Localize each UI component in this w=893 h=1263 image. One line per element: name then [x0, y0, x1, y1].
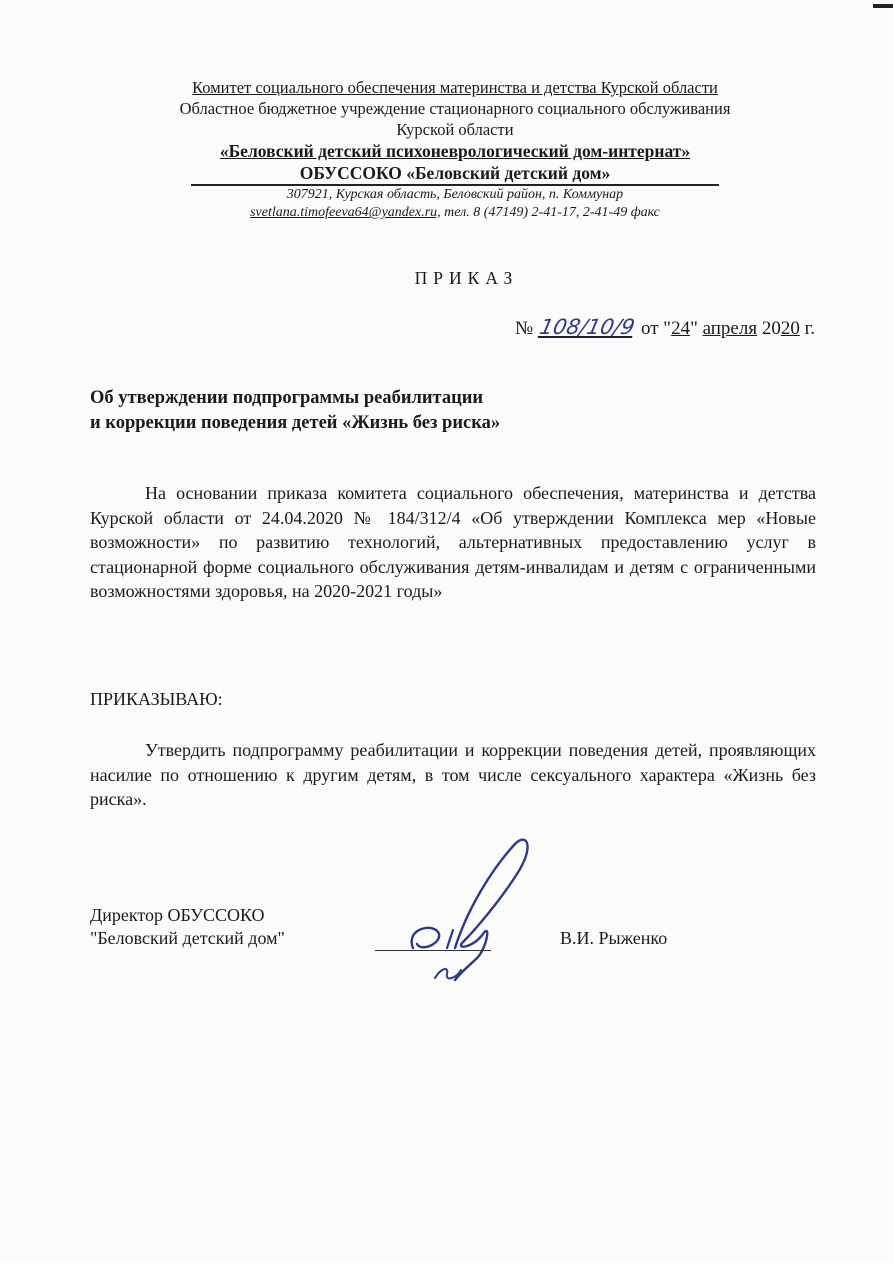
institution-full-name — [90, 140, 820, 162]
institution-full-name-text: «Беловский детский психоневрологический дом-интернат» — [219, 141, 691, 161]
subject-line-2: и коррекции поведения детей «Жизнь без риска» — [90, 413, 501, 433]
contacts-line — [90, 204, 820, 222]
scan-edge-mark — [873, 4, 893, 8]
order-year-suffix: 20 — [780, 318, 800, 339]
order-number-line — [515, 315, 815, 340]
phone-text: тел. 8 (47149) 2-41-17, 2-41-49 факс — [440, 205, 660, 220]
order-title: ПРИКАЗ — [414, 268, 519, 288]
decree-word: ПРИКАЗЫВАЮ: — [90, 689, 223, 709]
date-mid: " — [690, 318, 703, 339]
position-line-2: "Беловский детский дом" — [90, 928, 285, 948]
letterhead — [90, 77, 820, 222]
handwritten-signature — [395, 830, 545, 990]
director-name: В.И. Рыженко — [560, 928, 668, 948]
committee-line — [90, 77, 820, 98]
institution-line-1: Областное бюджетное учреждение стационарного социального обслуживания — [179, 99, 731, 118]
order-month: апреля — [702, 318, 758, 339]
number-sign: № — [515, 318, 538, 339]
address-line: 307921, Курская область, Беловский район, п. Коммунар — [286, 187, 624, 202]
signatory-position — [90, 904, 285, 950]
institution-short-name: ОБУССОКО «Беловский детский дом» — [299, 163, 611, 183]
committee-text: Комитет социального обеспечения материнства и детства Курской области — [192, 78, 718, 97]
institution-line-2: Курской области — [396, 120, 514, 139]
order-subject — [90, 386, 500, 436]
date-prefix: от " — [636, 318, 672, 339]
order-day: 24 — [671, 318, 691, 339]
order-year-prefix: 20 — [757, 318, 781, 339]
date-suffix: г. — [799, 318, 815, 339]
email-link[interactable]: svetlana.timofeeva64@yandex.ru, — [250, 205, 441, 220]
handwritten-order-number: 108/10/9 — [537, 315, 637, 339]
approve-paragraph: Утвердить подпрограмму реабилитации и коррекции поведения детей, проявляющих насилие по отношению к другим детям, в том числе сексуального характера «Жизнь без риска». — [90, 740, 816, 809]
subject-line-1: Об утверждении подпрограммы реабилитации — [90, 388, 484, 408]
basis-paragraph: На основании приказа комитета социального обеспечения, материнства и детства Курской области от 24.04.2020 № 184/312/4 «Об утверждении Комплекса мер «Новые возможности» по развитию технологий, альтернативных предоставлению услуг в стационарной форме социального обслуживания детям-инвалидам и детям с ограниченными возможностями здоровья, на 2020-2021 годы» — [90, 483, 816, 601]
position-line-1: Директор ОБУССОКО — [90, 905, 265, 925]
signature-line — [375, 950, 491, 951]
